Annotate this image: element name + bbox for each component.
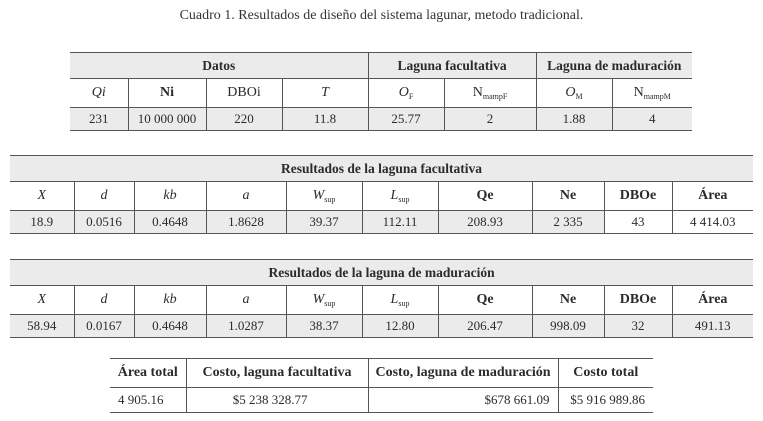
group-laguna-maduracion: Laguna de maduración: [536, 53, 692, 79]
header-costo-total: Costo total: [558, 359, 653, 388]
value-wsup: 39.37: [286, 211, 362, 234]
header-t: T: [282, 79, 368, 108]
value-d: 0.0167: [74, 315, 134, 338]
header-a: a: [206, 286, 286, 315]
value-qe: 208.93: [438, 211, 532, 234]
header-wsup-sub: sup: [324, 299, 336, 308]
header-lsup-sub: sup: [398, 299, 410, 308]
table-row: [10, 315, 753, 338]
header-lsup-sub: sup: [398, 195, 410, 204]
value-a: 1.8628: [206, 211, 286, 234]
table-row: [110, 388, 653, 413]
header-lsup: [362, 182, 438, 211]
value-wsup: 38.37: [286, 315, 362, 338]
header-kb: kb: [134, 182, 206, 211]
value-of: 25.77: [368, 108, 444, 131]
header-om-sub: M: [575, 92, 583, 101]
value-om: 1.88: [536, 108, 612, 131]
value-a: 1.0287: [206, 315, 286, 338]
group-laguna-facultativa: Laguna facultativa: [368, 53, 536, 79]
header-qi: Qi: [70, 79, 128, 108]
value-kb: 0.4648: [134, 315, 206, 338]
header-ne: Ne: [532, 286, 604, 315]
header-dboe: DBOe: [604, 286, 672, 315]
value-x: 18.9: [10, 211, 74, 234]
header-wsup: [286, 182, 362, 211]
header-wsup-label: W: [312, 292, 325, 307]
facultative-results-title: Resultados de la laguna facultativa: [10, 156, 753, 182]
header-nmampf: [444, 79, 536, 108]
value-area: 4 414.03: [672, 211, 753, 234]
value-qe: 206.47: [438, 315, 532, 338]
header-ne: Ne: [532, 182, 604, 211]
header-of-label: O: [398, 85, 409, 100]
value-costo-facultativa: $5 238 328.77: [186, 388, 368, 413]
value-x: 58.94: [10, 315, 74, 338]
header-nmampf-sub: mampF: [482, 92, 508, 101]
header-dboi: DBOi: [206, 79, 282, 108]
header-nmampf-label: N: [472, 85, 483, 100]
value-qi: 231: [70, 108, 128, 131]
header-costo-maduracion: Costo, laguna de maduración: [368, 359, 558, 388]
header-of-sub: F: [408, 92, 414, 101]
header-area-total: Área total: [110, 359, 186, 388]
header-om: [536, 79, 612, 108]
header-om-label: O: [565, 85, 576, 100]
header-dboe: DBOe: [604, 182, 672, 211]
table-caption: Cuadro 1. Resultados de diseño del sistema lagunar, metodo tradicional.: [179, 8, 584, 23]
facultative-results-table: [10, 155, 753, 234]
header-nmampm-label: N: [633, 85, 644, 100]
header-area: Área: [672, 286, 753, 315]
value-dboe: 43: [604, 211, 672, 234]
header-x: X: [10, 182, 74, 211]
table-row: [10, 211, 753, 234]
value-dboi: 220: [206, 108, 282, 131]
header-a: a: [206, 182, 286, 211]
header-of: [368, 79, 444, 108]
maturation-results-table: [10, 259, 753, 338]
value-d: 0.0516: [74, 211, 134, 234]
header-ni: Ni: [128, 79, 206, 108]
header-x: X: [10, 286, 74, 315]
header-wsup-label: W: [312, 188, 325, 203]
value-dboe: 32: [604, 315, 672, 338]
value-ne: 998.09: [532, 315, 604, 338]
input-data-table: [70, 52, 692, 131]
group-datos: Datos: [70, 53, 368, 79]
value-costo-maduracion: $678 661.09: [368, 388, 558, 413]
value-ne: 2 335: [532, 211, 604, 234]
header-wsup-sub: sup: [324, 195, 336, 204]
header-nmampm: [612, 79, 692, 108]
header-d: d: [74, 286, 134, 315]
header-nmampm-sub: mampM: [643, 92, 671, 101]
cost-summary-table: [110, 358, 653, 413]
value-lsup: 112.11: [362, 211, 438, 234]
value-costo-total: $5 916 989.86: [558, 388, 653, 413]
value-area: 491.13: [672, 315, 753, 338]
header-lsup-label: L: [390, 292, 399, 307]
header-d: d: [74, 182, 134, 211]
value-t: 11.8: [282, 108, 368, 131]
value-nmampm: 4: [612, 108, 692, 131]
header-qe: Qe: [438, 182, 532, 211]
header-kb: kb: [134, 286, 206, 315]
header-lsup: [362, 286, 438, 315]
header-costo-facultativa: Costo, laguna facultativa: [186, 359, 368, 388]
value-lsup: 12.80: [362, 315, 438, 338]
header-qe: Qe: [438, 286, 532, 315]
value-ni: 10 000 000: [128, 108, 206, 131]
value-kb: 0.4648: [134, 211, 206, 234]
value-area-total: 4 905.16: [110, 388, 186, 413]
maturation-results-title: Resultados de la laguna de maduración: [10, 260, 753, 286]
header-lsup-label: L: [390, 188, 399, 203]
header-area: Área: [672, 182, 753, 211]
table-row: [70, 108, 692, 131]
header-wsup: [286, 286, 362, 315]
value-nmampf: 2: [444, 108, 536, 131]
